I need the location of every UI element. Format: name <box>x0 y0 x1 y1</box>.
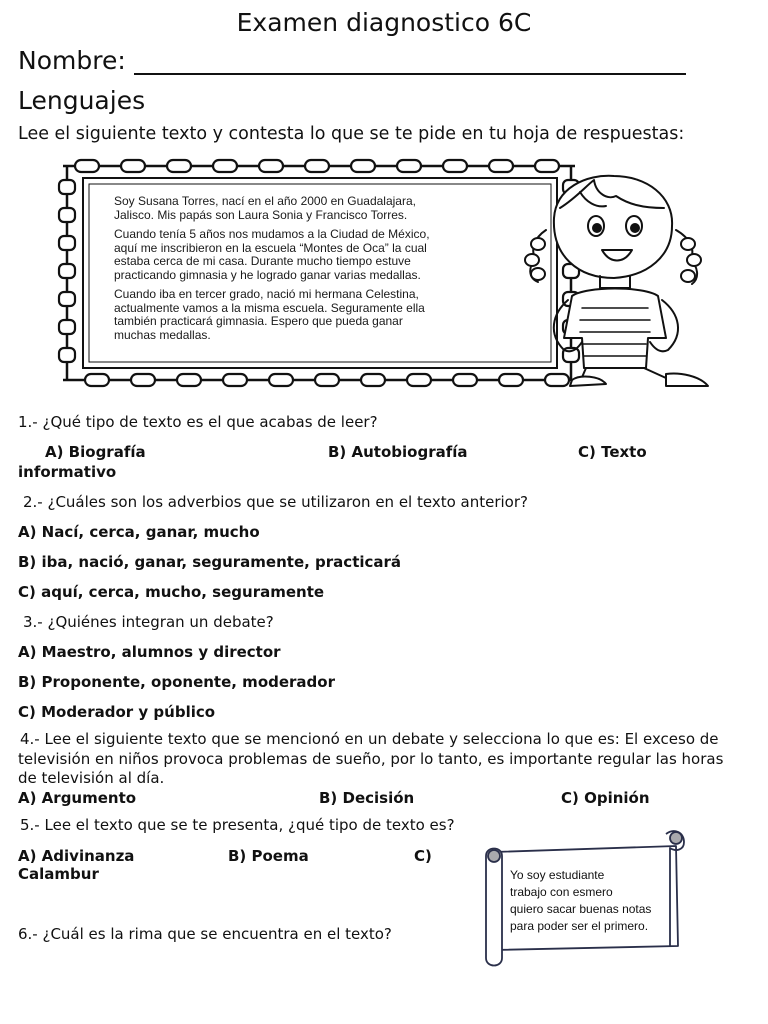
name-blank-line[interactable] <box>134 47 686 75</box>
q4-option-a[interactable]: A) Argumento <box>18 789 137 807</box>
q1-option-c[interactable]: C) Texto <box>578 443 647 461</box>
q1-option-a[interactable]: A) Biografía <box>45 443 146 461</box>
poem-line-2: trabajo con esmero <box>510 885 613 899</box>
question-4-line-1: 4.- Lee el siguiente texto que se mencionó en un debate y selecciona lo que es: El exceso de <box>20 730 719 748</box>
question-4-line-2: televisión en niños provoca problemas de sueño, por lo tanto, es importante regular las horas <box>18 750 724 768</box>
passage-paragraph-1: Soy Susana Torres, nací en el año 2000 en Guadalajara, Jalisco. Mis papás son Laura Sonia y Francisco Torres. <box>114 194 416 222</box>
question-4-line-3: de televisión al día. <box>18 769 165 787</box>
girl-illustration <box>516 168 730 392</box>
instructions: Lee el siguiente texto y contesta lo que se te pide en tu hoja de respuestas: <box>18 124 685 144</box>
q5-option-c[interactable]: C) <box>414 847 432 865</box>
passage-paragraph-2: Cuando tenía 5 años nos mudamos a la Ciudad de México, aquí me inscribieron en la escuela “Montes de Oca” la cual estaba cerca de mi casa. Durante mucho tiempo estuve practicando gimnasia y he logrado ganar varias medallas. <box>114 227 430 282</box>
q5-option-b[interactable]: B) Poema <box>228 847 309 865</box>
poem-line-1: Yo soy estudiante <box>510 868 605 882</box>
section-title: Lenguajes <box>18 86 146 115</box>
reading-passage <box>114 195 434 348</box>
poem-line-3: quiero sacar buenas notas <box>510 902 652 916</box>
q3-option-b[interactable]: B) Proponente, oponente, moderador <box>18 673 335 691</box>
q5-option-c-continued[interactable]: Calambur <box>18 865 99 883</box>
passage-paragraph-3: Cuando iba en tercer grado, nació mi hermana Celestina, actualmente vamos a la misma escuela. Seguramente ella también practicará gimnasia. Espero que pueda ganar muchas medallas. <box>114 287 425 342</box>
q3-option-c[interactable]: C) Moderador y público <box>18 703 216 721</box>
exam-title: Examen diagnostico 6C <box>236 8 532 37</box>
q4-option-c[interactable]: C) Opinión <box>561 789 650 807</box>
q4-option-b[interactable]: B) Decisión <box>319 789 415 807</box>
poem-text <box>510 867 651 935</box>
q3-option-a[interactable]: A) Maestro, alumnos y director <box>18 643 281 661</box>
q2-option-b[interactable]: B) iba, nació, ganar, seguramente, practicará <box>18 553 402 571</box>
q2-option-a[interactable]: A) Nací, cerca, ganar, mucho <box>18 523 260 541</box>
question-5: 5.- Lee el texto que se te presenta, ¿qué tipo de texto es? <box>20 816 455 834</box>
question-3: 3.- ¿Quiénes integran un debate? <box>23 613 274 631</box>
poem-line-4: para poder ser el primero. <box>510 919 649 933</box>
q5-option-a[interactable]: A) Adivinanza <box>18 847 135 865</box>
q1-option-b[interactable]: B) Autobiografía <box>328 443 468 461</box>
question-1: 1.- ¿Qué tipo de texto es el que acabas de leer? <box>18 413 378 431</box>
q2-option-c[interactable]: C) aquí, cerca, mucho, seguramente <box>18 583 325 601</box>
question-2: 2.- ¿Cuáles son los adverbios que se utilizaron en el texto anterior? <box>23 493 528 511</box>
name-field-row <box>18 46 686 75</box>
question-6: 6.- ¿Cuál es la rima que se encuentra en el texto? <box>18 925 392 943</box>
q1-option-c-continued[interactable]: informativo <box>18 463 117 481</box>
name-label: Nombre: <box>18 46 126 75</box>
